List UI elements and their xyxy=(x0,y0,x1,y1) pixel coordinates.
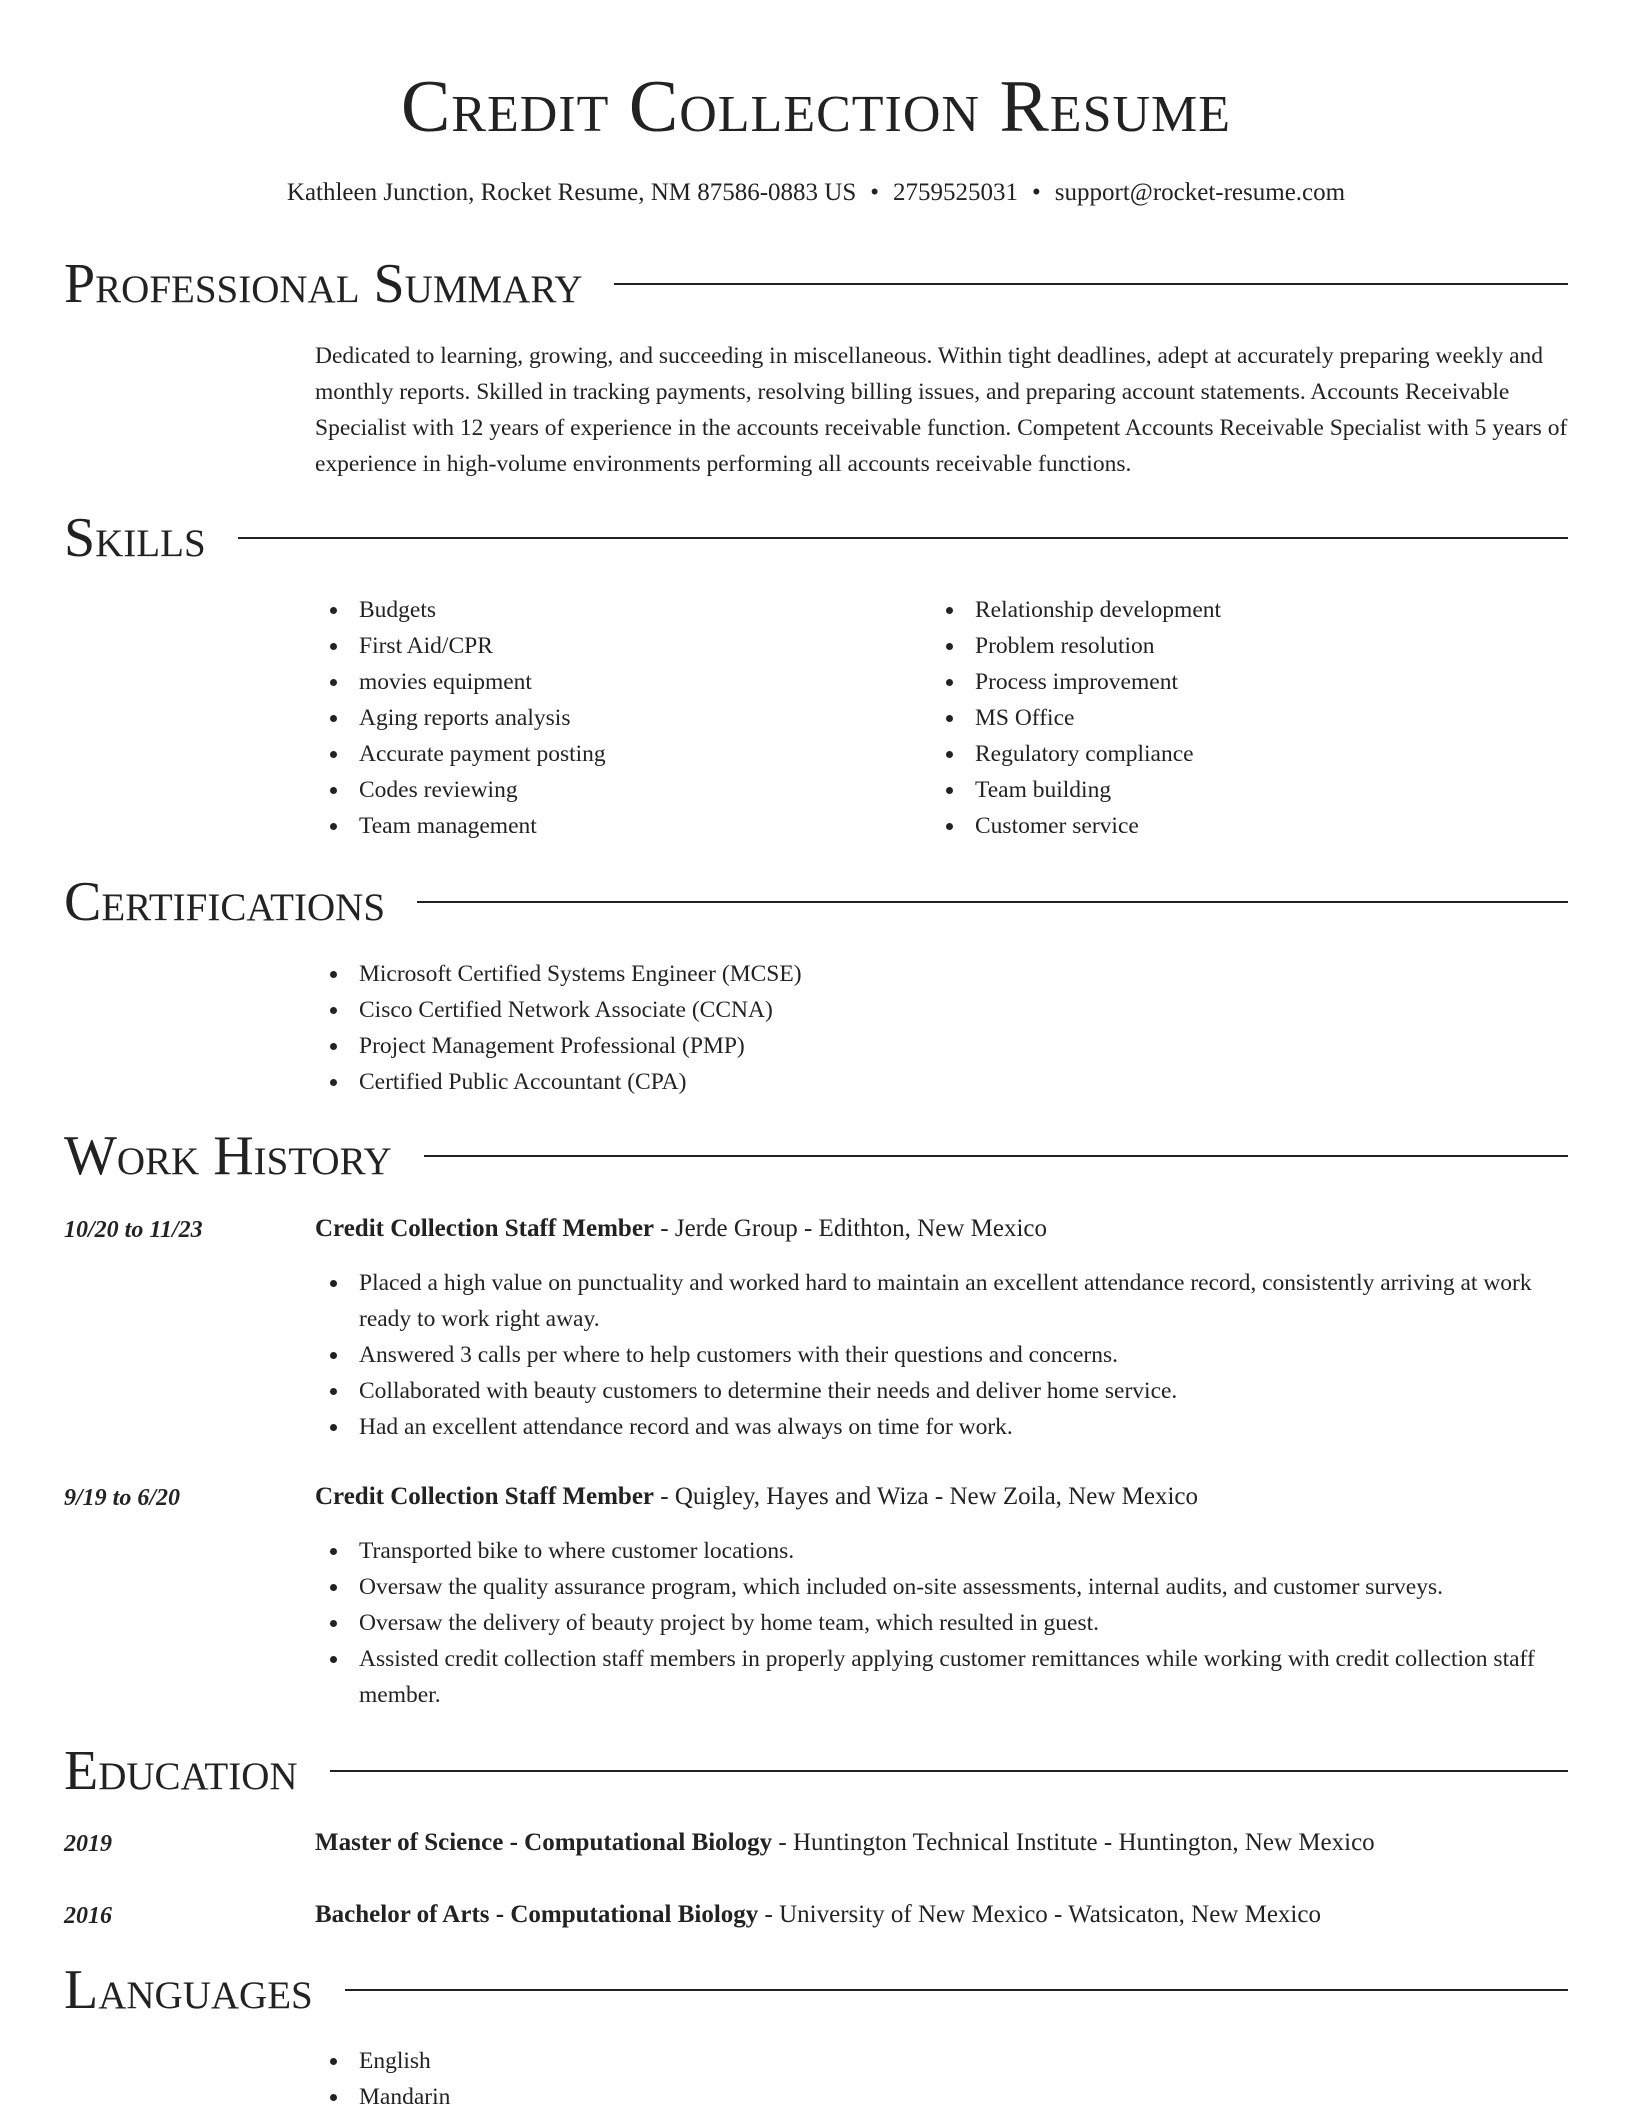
section-certifications-heading xyxy=(64,870,1568,934)
list-item: Microsoft Certified Systems Engineer (MCSE) xyxy=(315,956,1568,992)
section-divider xyxy=(330,1770,1568,1772)
list-item: Process improvement xyxy=(931,664,1531,700)
list-item: Customer service xyxy=(931,808,1531,844)
summary-text: Dedicated to learning, growing, and succeeding in miscellaneous. Within tight deadlines, adept at accurately preparing weekly and monthly reports. Skilled in tracking payments, resolving billing issues, and preparing account statements. Accounts Receivable Specialist with 12 years of experience in the accounts receivable function. Competent Accounts Receivable Specialist with 5 years of experience in high-volume environments performing all accounts receivable functions. xyxy=(315,343,1568,477)
section-heading: Professional Summary xyxy=(64,253,583,315)
section-divider xyxy=(238,537,1568,539)
contact-separator: • xyxy=(870,179,880,206)
education-entry xyxy=(315,1897,1321,1933)
section-heading: Skills xyxy=(64,507,206,569)
job-bullets xyxy=(315,1533,1568,1713)
section-heading: Certifications xyxy=(64,871,386,933)
list-item: Relationship development xyxy=(931,592,1531,628)
list-item: Oversaw the delivery of beauty project by home team, which resulted in guest. xyxy=(315,1605,1568,1641)
section-divider xyxy=(345,1989,1568,1991)
job-title: Credit Collection Staff Member xyxy=(315,1483,655,1510)
contact-email: support@rocket-resume.com xyxy=(1054,179,1346,206)
list-item: Regulatory compliance xyxy=(931,736,1531,772)
education-degree: Master of Science - Computational Biology xyxy=(315,1829,773,1856)
education-details: - Huntington Technical Institute - Huntington, New Mexico xyxy=(772,1829,1375,1856)
list-item: Team management xyxy=(315,808,915,844)
list-item: Answered 3 calls per where to help customers with their questions and concerns. xyxy=(315,1337,1568,1373)
resume-title: Credit Collection Resume xyxy=(400,66,1232,148)
list-item: Problem resolution xyxy=(931,628,1531,664)
job-title: Credit Collection Staff Member xyxy=(315,1215,655,1242)
education-details: - University of New Mexico - Watsicaton, New Mexico xyxy=(758,1901,1321,1928)
list-item: Had an excellent attendance record and was always on time for work. xyxy=(315,1409,1568,1445)
job-dates: 9/19 to 6/20 xyxy=(64,1485,181,1511)
section-divider xyxy=(424,1155,1568,1157)
education-entry xyxy=(315,1825,1375,1861)
job-dates: 10/20 to 11/23 xyxy=(64,1217,203,1243)
list-item: First Aid/CPR xyxy=(315,628,915,664)
resume-page xyxy=(64,0,1568,2110)
list-item: English xyxy=(315,2043,1568,2079)
languages-list xyxy=(315,2043,1568,2115)
list-item: movies equipment xyxy=(315,664,915,700)
section-summary-heading xyxy=(64,252,1568,316)
section-heading: Education xyxy=(64,1740,298,1802)
contact-separator: • xyxy=(1032,179,1041,206)
list-item: Oversaw the quality assurance program, which included on-site assessments, internal audits, and customer surveys. xyxy=(315,1569,1568,1605)
list-item: Team building xyxy=(931,772,1531,808)
skills-list-right xyxy=(931,592,1531,844)
section-heading: Languages xyxy=(64,1959,313,2021)
list-item: MS Office xyxy=(931,700,1531,736)
contact-phone: 2759525031 xyxy=(893,179,1019,206)
list-item: Certified Public Accountant (CPA) xyxy=(315,1064,1568,1100)
section-heading: Work History xyxy=(64,1125,392,1187)
list-item: Budgets xyxy=(315,592,915,628)
section-skills-heading xyxy=(64,506,1568,570)
job-title-line xyxy=(315,1211,1047,1247)
list-item: Project Management Professional (PMP) xyxy=(315,1028,1568,1064)
list-item: Cisco Certified Network Associate (CCNA) xyxy=(315,992,1568,1028)
section-languages-heading xyxy=(64,1958,1568,2022)
list-item: Aging reports analysis xyxy=(315,700,915,736)
education-year: 2019 xyxy=(64,1831,112,1857)
list-item: Placed a high value on punctuality and worked hard to maintain an excellent attendance record, consistently arriving at work ready to work right away. xyxy=(315,1265,1568,1337)
certifications-list xyxy=(315,956,1568,1100)
job-details: - Quigley, Hayes and Wiza - New Zoila, New Mexico xyxy=(654,1483,1198,1510)
list-item: Assisted credit collection staff members in properly applying customer remittances while working with credit collection staff member. xyxy=(315,1641,1568,1713)
contact-address: Kathleen Junction, Rocket Resume, NM 87586-0883 US xyxy=(286,179,857,206)
contact-line xyxy=(64,176,1568,210)
section-divider xyxy=(614,283,1568,285)
job-details: - Jerde Group - Edithton, New Mexico xyxy=(654,1215,1047,1242)
section-work-heading xyxy=(64,1124,1568,1188)
list-item: Mandarin xyxy=(315,2079,1568,2115)
list-item: Transported bike to where customer locations. xyxy=(315,1533,1568,1569)
section-education-heading xyxy=(64,1739,1568,1803)
list-item: Accurate payment posting xyxy=(315,736,915,772)
job-bullets xyxy=(315,1265,1568,1445)
education-year: 2016 xyxy=(64,1903,112,1929)
list-item: Collaborated with beauty customers to determine their needs and deliver home service. xyxy=(315,1373,1568,1409)
skills-list-left xyxy=(315,592,915,844)
section-divider xyxy=(417,901,1568,903)
list-item: Codes reviewing xyxy=(315,772,915,808)
education-degree: Bachelor of Arts - Computational Biology xyxy=(315,1901,759,1928)
job-title-line xyxy=(315,1479,1198,1515)
